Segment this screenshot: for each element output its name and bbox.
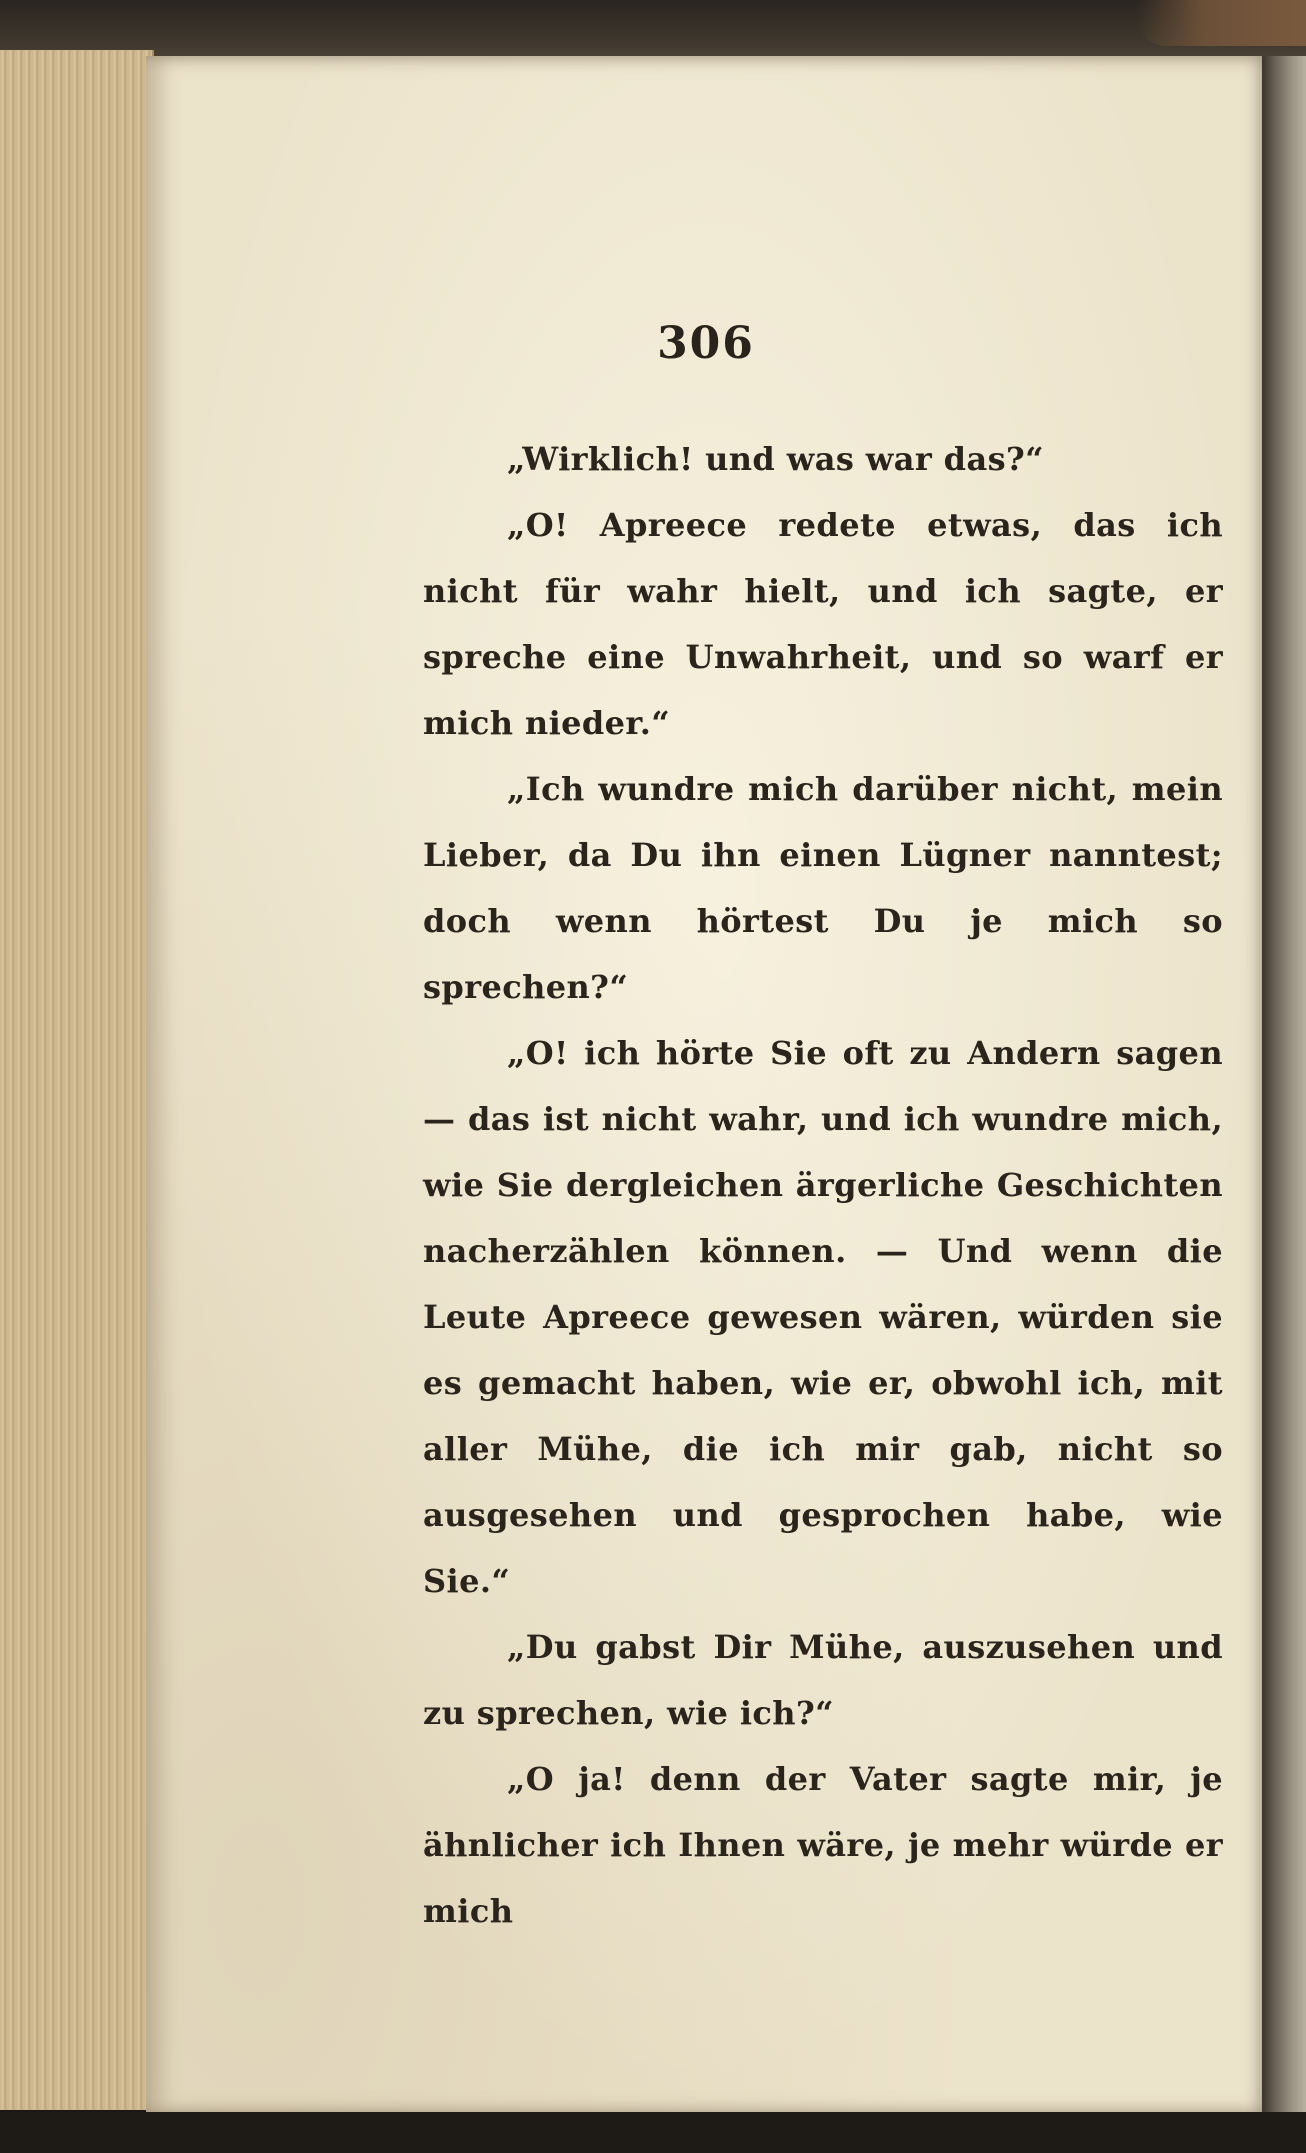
paragraph: „O! Apreece redete etwas, das ich nicht für wahr hielt, und ich sagte, er spreche eine Unwahrheit, und so warf er mich nieder.“ [423, 506, 1223, 742]
paragraph: „O ja! denn der Vater sagte mir, je ähnlicher ich Ihnen wäre, je mehr würde er mich [423, 1760, 1223, 1930]
book-bottom-edge [0, 2112, 1306, 2153]
paragraph: „Du gabst Dir Mühe, auszusehen und zu sprechen, wie ich?“ [423, 1628, 1223, 1732]
page-block-edges [0, 50, 154, 2110]
book-page [146, 56, 1266, 2114]
paragraph: „Ich wundre mich darüber nicht, mein Lieber, da Du ihn einen Lügner nanntest; doch wenn hörtest Du je mich so sprechen?“ [423, 770, 1223, 1006]
paragraph: „O! ich hörte Sie oft zu Andern sagen — das ist nicht wahr, und ich wundre mich, wie Sie dergleichen ärgerliche Geschichten nacherzählen können. — Und wenn die Leute Apreece gewesen wären, würden sie es gemacht haben, wie er, obwohl ich, mit aller Mühe, die ich mir gab, nicht so ausgesehen und gesprochen habe, wie Sie.“ [423, 1034, 1223, 1600]
worn-cover-corner [1136, 0, 1306, 46]
body-text [423, 426, 1223, 1944]
paragraph: „Wirklich! und was war das?“ [507, 440, 1044, 478]
binding-right-edge [1262, 56, 1306, 2114]
book-top-edge [0, 0, 1306, 58]
page-number: 306 [657, 318, 755, 369]
